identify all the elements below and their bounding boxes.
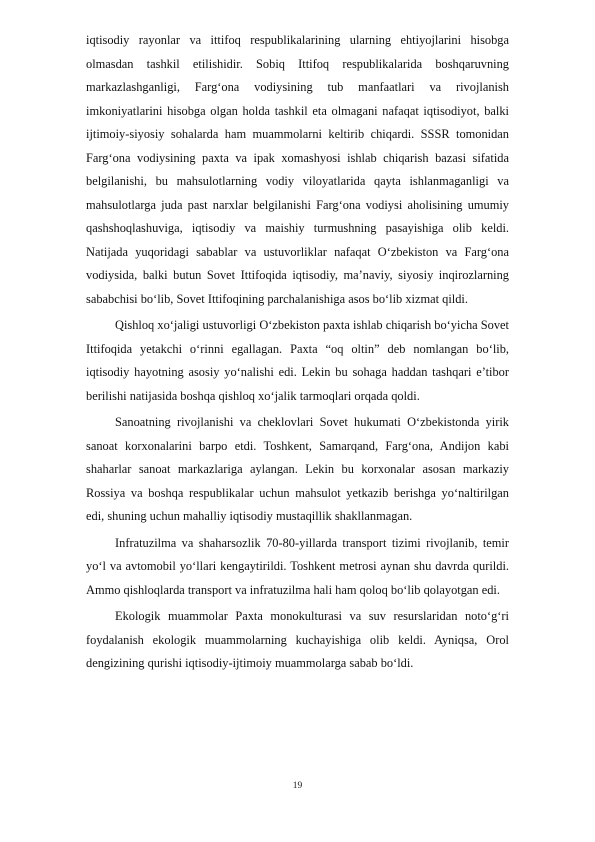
paragraph-ecology: Ekologik muammolar Paxta monokulturasi va suv resurslaridan noto‘g‘ri foydalanish ekologik muammolarning kuchayishiga olib keldi. Ayniqsa, Orol dengizining qurishi iqtisodiy-ijtimoiy muammolarga sabab bo‘ldi. bbox=[86, 609, 509, 670]
paragraph-agriculture: Qishloq xo‘jaligi ustuvorligi O‘zbekiston paxta ishlab chiqarish bo‘yicha Sovet Ittifoqida yetakchi o‘rinni egallagan. Paxta “oq oltin” deb nomlangan bo‘lib, iqtisodiy hayotning asosiy yo‘nalishi edi. Lekin bu sohaga haddan tashqari e’tibor berilishi natijasida boshqa qishloq xo‘jalik tarmoqlari orqada qoldi. bbox=[86, 318, 509, 403]
paragraph-industry: Sanoatning rivojlanishi va cheklovlari Sovet hukumati O‘zbekistonda yirik sanoat korxonalarini barpo etdi. Toshkent, Samarqand, Farg‘ona, Andijon kabi shaharlar sanoat markazlariga aylangan. Lekin bu korxonalar asosan markaziy Rossiya va boshqa respublikalar uchun mahsulot yetkazib berishga yo‘naltirilgan edi, shuning uchun mahalliy iqtisodiy mustaqillik shakllanmagan. bbox=[86, 415, 509, 523]
body-text bbox=[86, 29, 509, 676]
paragraph-continuation: iqtisodiy rayonlar va ittifoq respublikalarining ularning ehtiyojlarini hisobga olmasdan tashkil etilishidir. Sobiq Ittifoq respublikalarida boshqaruvning markazlashganligi, Farg‘ona vodiysining tub manfaatlari va rivojlanish imkoniyatlarini hisobga olgan holda tashkil eta olmagani nafaqat iqtisodiyot, balki ijtimoiy-siyosiy sohalarda ham muammolarni keltirib chiqardi. SSSR tomonidan Farg‘ona vodiysining paxta va ipak xomashyosi ishlab chiqarish bazasi sifatida belgilanishi, bu mahsulotlarning vodiy viloyatlarida qayta ishlanmaganligi va mahsulotlarga juda past narxlar belgilanishi Farg‘ona vodiysi aholisining umumiy qashshoqlashuviga, iqtisodiy va maishiy turmushning pasayishiga olib keldi. Natijada yuqoridagi sabablar va ustuvorliklar nafaqat O‘zbekiston va Farg‘ona vodiysida, balki butun Sovet Ittifoqida iqtisodiy, ma’naviy, siyosiy inqirozlarning sababchisi bo‘lib, Sovet Ittifoqining parchalanishiga asos bo‘lib xizmat qildi. bbox=[86, 33, 509, 306]
paragraph-infrastructure: Infratuzilma va shaharsozlik 70-80-yillarda transport tizimi rivojlanib, temir yo‘l va avtomobil yo‘llari kengaytirildi. Toshkent metrosi aynan shu davrda qurildi. Ammo qishloqlarda transport va infratuzilma hali ham qoloq bo‘lib qolayotgan edi. bbox=[86, 535, 509, 597]
page-number: 19 bbox=[292, 781, 303, 791]
